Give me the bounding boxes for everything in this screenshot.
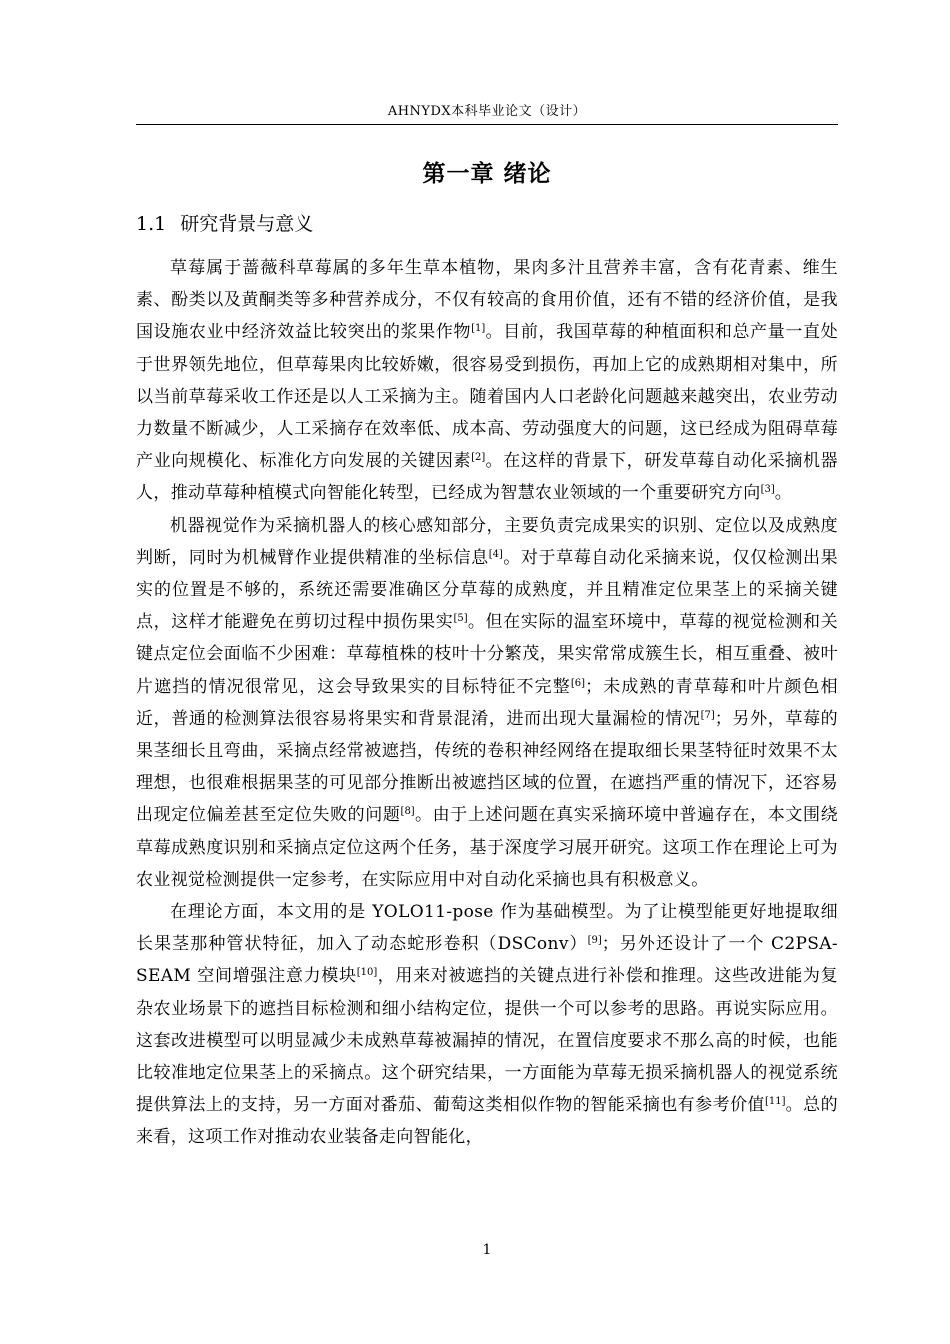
citation-marker: [7] (700, 709, 715, 721)
chapter-title: 第一章 绪论 (422, 160, 552, 187)
citation-marker: [11] (765, 1096, 786, 1108)
section-heading (136, 209, 313, 239)
paragraph-text: ；未成熟的青草莓和叶片颜色相近，普通的检测算法很容易将果实和背景混淆，进而出现大量漏检的情况 (136, 676, 838, 729)
section-number: 1.1 (136, 213, 167, 235)
citation-marker: [4] (488, 548, 503, 560)
header-rule (136, 124, 838, 125)
paragraph-text: ，用来对被遮挡的关键点进行补偿和推理。这些改进能为复杂农业场景下的遮挡目标检测和细小结构定位，提供一个可以参考的思路。再说实际应用。这套改进模型可以明显减少未成熟草莓被漏掉的情况，在置信度要求不那么高的时候，也能比较准地定位果茎上的采摘点。这个研究结果，一方面能为草莓无损采摘机器人的视觉系统提供算法上的支持，另一方面对番茄、葡萄这类相似作物的智能采摘也有参考价值 (136, 966, 838, 1116)
paragraph-text: ；另外还设计了一个 C2PSA-SEAM 空间增强注意力模块 (136, 934, 838, 987)
paragraph-text: 。由于上述问题在真实采摘环境中普遍存在，本文围绕草莓成熟度识别和采摘点定位这两个任务，基于深度学习展开研究。这项工作在理论上可为农业视觉检测提供一定参考，在实际应用中对自动化采摘也具有积极意义。 (136, 805, 838, 890)
paragraph-text: ；另外，草莓的果茎细长且弯曲，采摘点经常被遮挡，传统的卷积神经网络在提取细长果茎特征时效果不太理想，也很难根据果茎的可见部分推断出被遮挡区域的位置，在遮挡严重的情况下，还容易出现定位偏差甚至定位失败的问题 (136, 708, 838, 826)
paragraph-text: 。目前，我国草莓的种植面积和总产量一直处于世界领先地位，但草莓果肉比较娇嫩，很容易受到损伤，再加上它的成熟期相对集中，所以当前草莓采收工作还是以人工采摘为主。随着国内人口老龄化问题越来越突出，农业劳动力数量不断减少，人工采摘存在效率低、成本高、劳动强度大的问题，这已经成为阻碍草莓产业向规模化、标准化方向发展的关键因素 (136, 322, 838, 472)
body-paragraph (136, 510, 838, 896)
citation-marker: [1] (471, 323, 486, 335)
citation-marker: [8] (400, 806, 415, 818)
citation-marker: [6] (570, 677, 586, 689)
citation-marker: [5] (453, 613, 468, 625)
citation-marker: [9] (587, 935, 602, 947)
paragraph-text: 。在这样的背景下，研发草莓自动化采摘机器人，推动草莓种植模式向智能化转型，已经成为智慧农业领域的一个重要研究方向 (136, 451, 838, 504)
section-title: 研究背景与意义 (180, 213, 314, 235)
citation-marker: [2] (471, 452, 486, 464)
paragraph-text: 。 (774, 483, 793, 504)
body-text (136, 252, 838, 1154)
running-header: AHNYDX本科毕业论文（设计） (387, 104, 587, 119)
citation-marker: [10] (356, 967, 378, 979)
paragraph-text: 草莓属于蔷薇科草莓属的多年生草本植物，果肉多汁且营养丰富，含有花青素、维生素、酚类以及黄酮类等多种营养成分，不仅有较高的食用价值，还有不错的经济价值，是我国设施农业中经济效益比较突出的浆果作物 (136, 258, 838, 343)
paragraph-text: 。但在实际的温室环境中，草莓的视觉检测和关键点定位会面临不少困难：草莓植株的枝叶十分繁茂，果实常常成簇生长，相互重叠、被叶片遮挡的情况很常见，这会导致果实的目标特征不完整 (136, 612, 838, 697)
paragraph-text: 机器视觉作为采摘机器人的核心感知部分，主要负责完成果实的识别、定位以及成熟度判断，同时为机械臂作业提供精准的坐标信息 (136, 515, 838, 568)
page-number: 1 (482, 1242, 492, 1258)
body-paragraph (136, 252, 838, 510)
paragraph-text: 。总的来看，这项工作对推动农业装备走向智能化， (136, 1095, 838, 1148)
body-paragraph (136, 896, 838, 1154)
citation-marker: [3] (760, 484, 775, 496)
paragraph-text: 在理论方面，本文用的是 YOLO11-pose 作为基础模型。为了让模型能更好地提取细长果茎那种管状特征，加入了动态蛇形卷积（DSConv） (136, 902, 838, 955)
paragraph-text: 。对于草莓自动化采摘来说，仅仅检测出果实的位置是不够的，系统还需要准确区分草莓的成熟度，并且精准定位果茎上的采摘关键点，这样才能避免在剪切过程中损伤果实 (136, 547, 838, 633)
